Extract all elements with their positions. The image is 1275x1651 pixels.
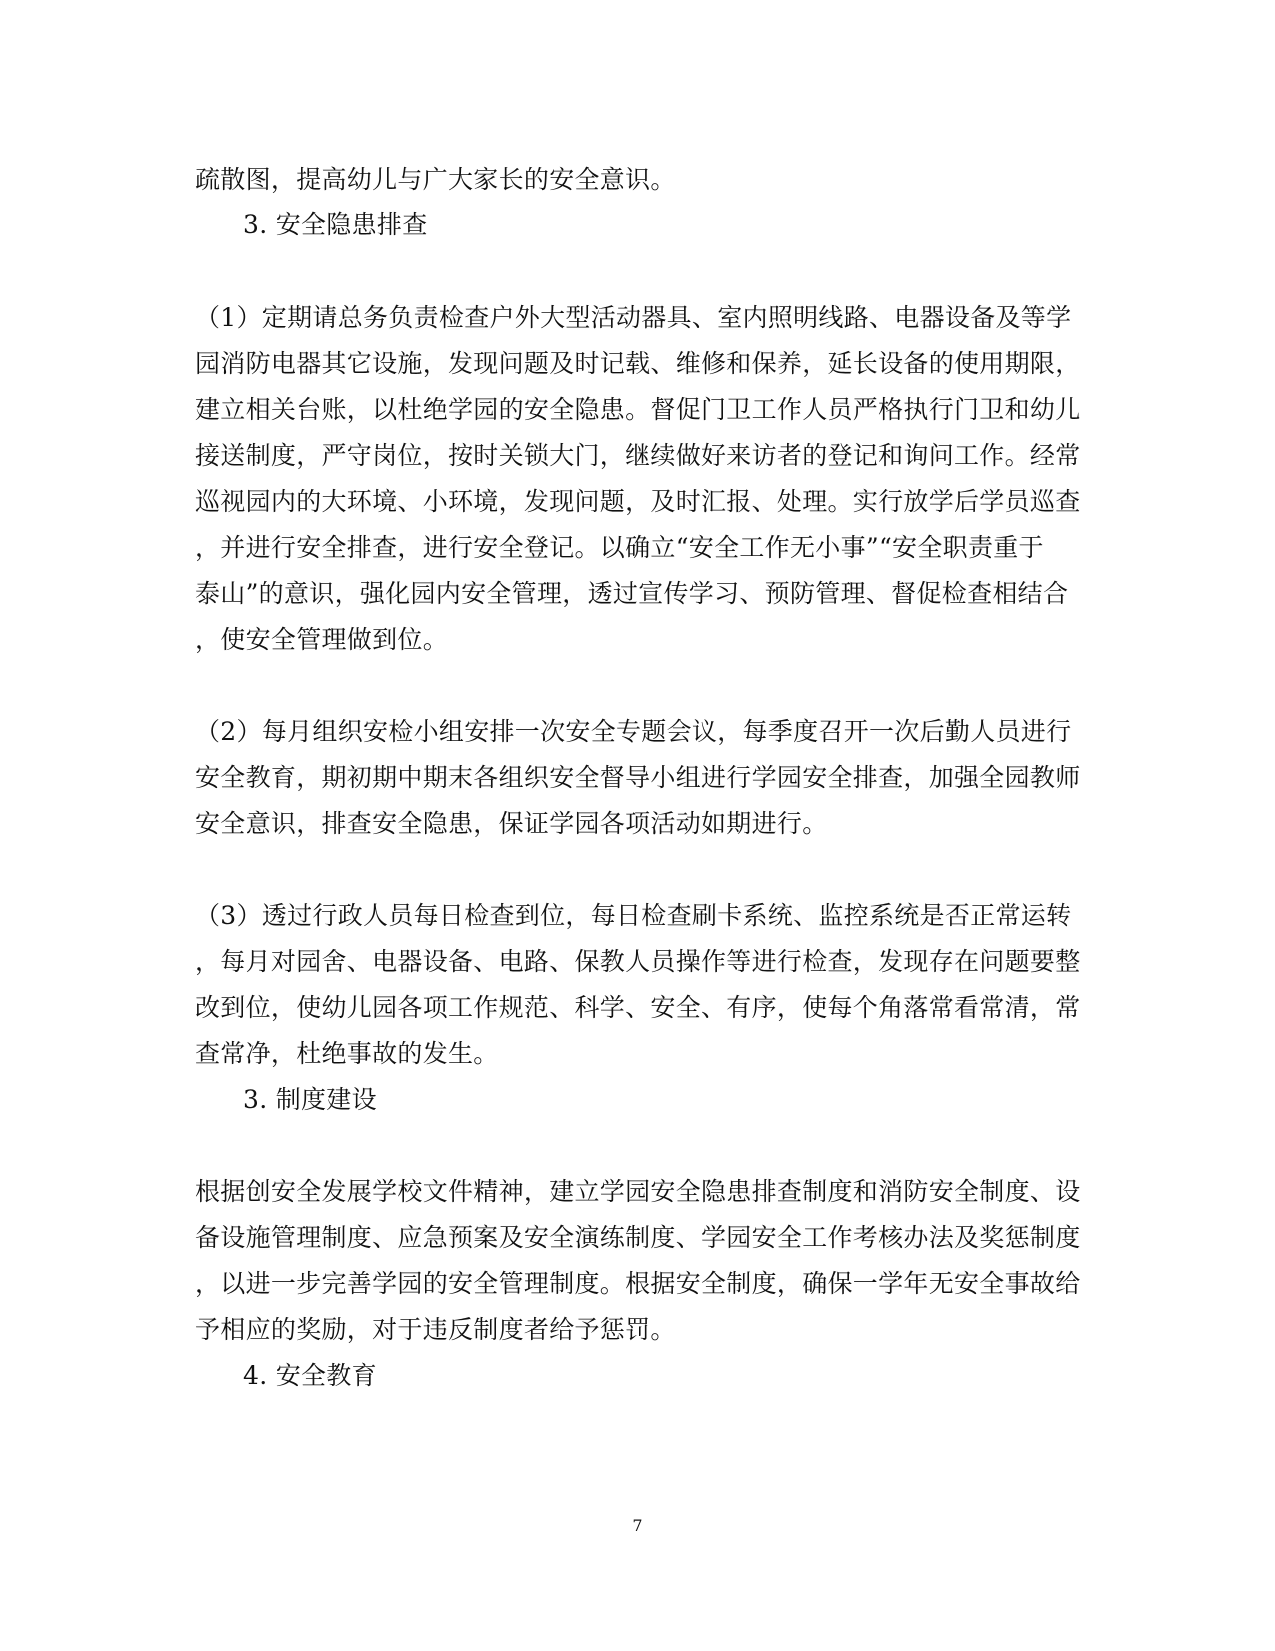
text-line: （1）定期请总务负责检查户外大型活动器具、室内照明线路、电器设备及等学 bbox=[195, 303, 1072, 332]
section-heading: 3. 安全隐患排查 bbox=[243, 210, 428, 239]
text-line: 疏散图，提高幼儿与广大家长的安全意识。 bbox=[195, 165, 676, 194]
text-line: 园消防电器其它设施，发现问题及时记载、维修和保养，延长设备的使用期限， bbox=[195, 349, 1081, 378]
text-line: ，以进一步完善学园的安全管理制度。根据安全制度，确保一学年无安全事故给 bbox=[195, 1269, 1081, 1298]
text-line: 备设施管理制度、应急预案及安全演练制度、学园安全工作考核办法及奖惩制度 bbox=[195, 1223, 1081, 1252]
text-line: 根据创安全发展学校文件精神，建立学园安全隐患排查制度和消防安全制度、设 bbox=[195, 1177, 1081, 1206]
text-line: 泰山”的意识，强化园内安全管理，透过宣传学习、预防管理、督促检查相结合 bbox=[195, 579, 1069, 608]
text-line: ，使安全管理做到位。 bbox=[195, 625, 449, 654]
text-line: 查常净，杜绝事故的发生。 bbox=[195, 1039, 499, 1068]
text-line: 予相应的奖励，对于违反制度者给予惩罚。 bbox=[195, 1315, 676, 1344]
text-line: ，并进行安全排查，进行安全登记。以确立“安全工作无小事”“安全职责重于 bbox=[195, 533, 1044, 562]
text-line: （2）每月组织安检小组安排一次安全专题会议，每季度召开一次后勤人员进行 bbox=[195, 717, 1072, 746]
text-line: ，每月对园舍、电器设备、电路、保教人员操作等进行检查，发现存在问题要整 bbox=[195, 947, 1081, 976]
text-line: 巡视园内的大环境、小环境，发现问题，及时汇报、处理。实行放学后学员巡查 bbox=[195, 487, 1081, 516]
text-line: 安全教育，期初期中期末各组织安全督导小组进行学园安全排查，加强全园教师 bbox=[195, 763, 1081, 792]
text-line: 接送制度，严守岗位，按时关锁大门，继续做好来访者的登记和询问工作。经常 bbox=[195, 441, 1081, 470]
text-line: （3）透过行政人员每日检查到位，每日检查刷卡系统、监控系统是否正常运转 bbox=[195, 901, 1072, 930]
section-heading: 4. 安全教育 bbox=[243, 1361, 377, 1390]
text-line: 改到位，使幼儿园各项工作规范、科学、安全、有序，使每个角落常看常清，常 bbox=[195, 993, 1081, 1022]
text-line: 安全意识，排查安全隐患，保证学园各项活动如期进行。 bbox=[195, 809, 828, 838]
page-number: 7 bbox=[632, 1516, 643, 1535]
text-line: 建立相关台账，以杜绝学园的安全隐患。督促门卫工作人员严格执行门卫和幼儿 bbox=[195, 395, 1081, 424]
section-heading: 3. 制度建设 bbox=[243, 1085, 377, 1114]
